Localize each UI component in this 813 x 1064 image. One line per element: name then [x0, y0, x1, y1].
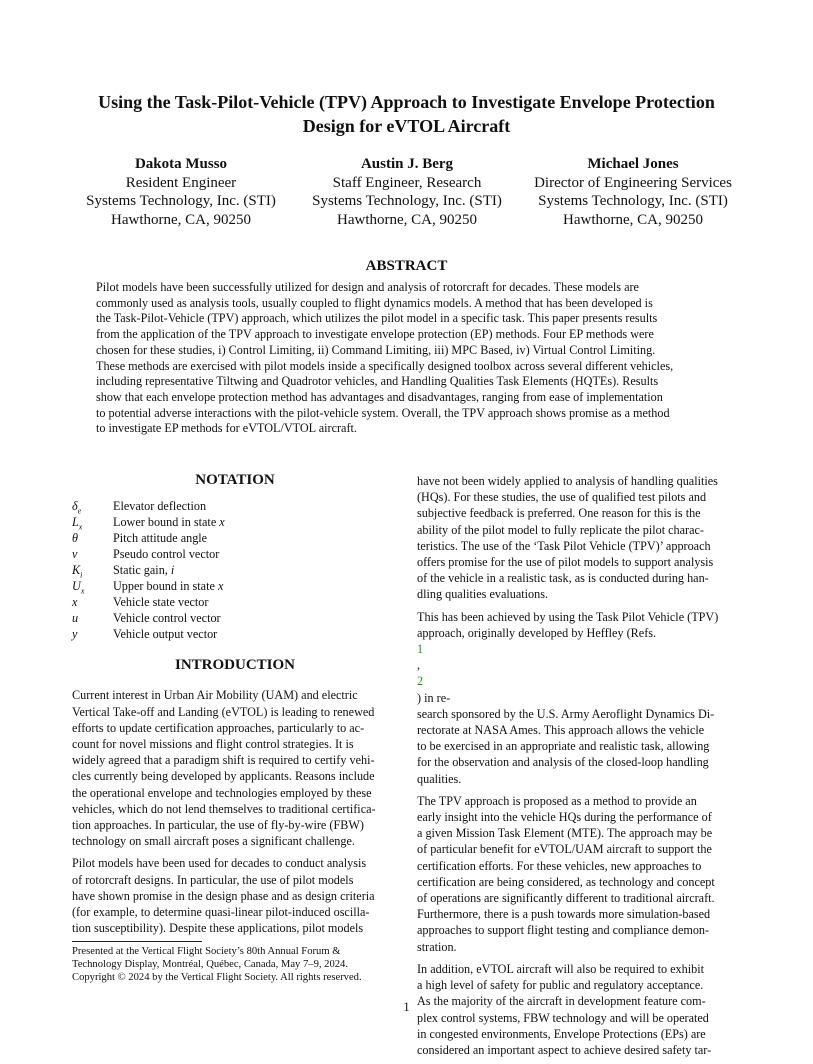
author-block — [61, 155, 301, 230]
notation-desc: Pseudo control vector — [113, 547, 220, 562]
text-line: stration. — [417, 939, 457, 954]
notation-symbol: u — [72, 611, 79, 626]
notation-row — [72, 626, 398, 642]
author-role: Director of Engineering Services — [534, 174, 732, 191]
author-block — [287, 155, 527, 230]
notation-symbol: ν — [72, 547, 78, 562]
author-address: Hawthorne, CA, 90250 — [111, 212, 251, 229]
notation-desc: Vehicle state vector — [113, 595, 209, 610]
text-line: Vertical Take-off and Landing (eVTOL) is leading to renewed — [72, 704, 375, 719]
paragraph — [417, 609, 743, 787]
text-line: teristics. The use of the ‘Task Pilot Vehicle (TPV)’ approach — [417, 538, 711, 553]
text-line: ability of the pilot model to fully replicate the pilot charac- — [417, 522, 704, 537]
author-role: Staff Engineer, Research — [332, 174, 482, 191]
footnote — [72, 945, 402, 984]
text-line: search sponsored by the U.S. Army Aeroflight Dynamics Di- — [417, 706, 715, 721]
page-number: 1 — [403, 1000, 410, 1014]
text-line: certification efforts. For these vehicles, new approaches to — [417, 858, 702, 873]
text-line: rectorate at NASA Ames. This approach allows the vehicle — [417, 723, 705, 738]
author-role: Resident Engineer — [125, 174, 237, 191]
notation-desc: Pitch attitude angle — [113, 531, 208, 546]
text-line: the operational envelope and technologies employed by these — [72, 785, 372, 800]
text-line: count for novel missions and flight control strategies. It is — [72, 737, 354, 752]
abstract-heading: ABSTRACT — [365, 258, 448, 274]
text-line: tion approaches. In particular, the use of fly-by-wire (FBW) — [72, 818, 364, 833]
notation-desc: Vehicle control vector — [113, 611, 221, 626]
notation-list — [72, 498, 398, 642]
notation-desc: Lower bound in state x — [113, 515, 225, 530]
text-line: (for example, to determine quasi-linear pilot-induced oscilla- — [72, 905, 370, 920]
text-line: efforts to update certification approaches, particularly to ac- — [72, 720, 365, 735]
text-line: This has been achieved by using the Task Pilot Vehicle (TPV) — [417, 609, 719, 624]
author-address: Hawthorne, CA, 90250 — [563, 212, 703, 229]
text-line: considered an important aspect to achieve desired safety tar- — [417, 1042, 712, 1057]
text-line: to be exercised in an appropriate and realistic task, allowing — [417, 739, 710, 754]
notation-symbol: y — [72, 627, 78, 642]
author-name: Dakota Musso — [134, 156, 228, 172]
text-line: (HQs). For these studies, the use of qualified test pilots and — [417, 490, 707, 505]
text-line: offers promise for the use of pilot models to support analysis — [417, 555, 714, 570]
text-line: qualities. — [417, 771, 462, 786]
title-line: Using the Task-Pilot-Vehicle (TPV) Approach to Investigate Envelope Protection — [98, 92, 715, 112]
text-line: of rotorcraft designs. In particular, the use of pilot models — [72, 872, 354, 887]
reference-link[interactable]: 2 — [417, 674, 424, 689]
abstract-body — [96, 280, 721, 437]
notation-desc: Static gain, i — [113, 563, 175, 578]
notation-desc: Elevator deflection — [113, 499, 207, 514]
author-block — [513, 155, 753, 230]
notation-row — [72, 610, 398, 626]
abstract-line: chosen for these studies, i) Control Limiting, ii) Command Limiting, iii) MPC Based, iv) Virtual Control Limiting. — [96, 342, 656, 357]
abstract-line: Pilot models have been successfully utilized for design and analysis of rotorcraft for decades. These models are — [96, 280, 639, 294]
introduction-heading: INTRODUCTION — [174, 657, 295, 674]
text-line: technology on small aircraft poses a significant challenge. — [72, 834, 355, 849]
text-fragment: approach, originally developed by Heffley (Refs. — [417, 625, 657, 640]
notation-row — [72, 498, 398, 514]
reference-link[interactable]: 1 — [417, 642, 424, 657]
right-column — [417, 473, 743, 1064]
abstract-line: including representative Tiltwing and Quadrotor vehicles, and Handling Qualities Task Elements (HQTEs). Results — [96, 374, 659, 389]
paragraph — [417, 793, 743, 955]
footnote-rule — [72, 941, 202, 942]
text-line: have shown promise in the design phase and as design criteria — [72, 888, 375, 903]
paragraph — [417, 473, 743, 603]
text-line: Furthermore, there is a push towards more simulation-based — [417, 907, 711, 922]
notation-symbol: $K_i$ — [72, 563, 83, 580]
paragraph — [72, 687, 398, 849]
left-column — [72, 472, 398, 942]
footnote-line: Copyright © 2024 by the Vertical Flight Society. All rights reserved. — [72, 972, 362, 983]
author-name: Michael Jones — [587, 156, 679, 172]
text-line: Pilot models have been used for decades to conduct analysis — [72, 856, 367, 871]
notation-heading: NOTATION — [195, 472, 275, 488]
text-line: certification are being considered, as technology and concept — [417, 874, 715, 889]
notation-row — [72, 514, 398, 530]
text-line: in congested environments, Envelope Protections (EPs) are — [417, 1026, 706, 1041]
text-line: approaches to support flight testing and compliance demon- — [417, 923, 710, 938]
notation-symbol: $\delta_e$ — [72, 499, 82, 516]
text-line: As the majority of the aircraft in development feature com- — [417, 994, 706, 1009]
author-org: Systems Technology, Inc. (STI) — [312, 193, 502, 210]
abstract-line: the Task-Pilot-Vehicle (TPV) approach, which utilizes the pilot model in a specific task. This paper presents results — [96, 311, 658, 326]
abstract-line: show that each envelope protection method has advantages and disadvantages, ranging from ease of implementation — [96, 389, 663, 404]
text-line: a high level of safety for public and regulatory acceptance. — [417, 978, 704, 993]
text-line: cles currently being developed by applicants. Reasons include — [72, 769, 375, 784]
text-fragment: ) in re- — [417, 690, 451, 705]
paper-title — [60, 90, 753, 138]
text-line: early insight into the vehicle HQs during the performance of — [417, 810, 712, 825]
abstract-line: from the application of the TPV approach to investigate envelope protection (EP) methods. Four EP methods were — [96, 327, 654, 342]
notation-symbol: $L_x$ — [72, 515, 83, 532]
abstract-line: to potential adverse interactions with the pilot-vehicle system. Overall, the TPV approach shows promise as a method — [96, 405, 670, 420]
notation-row — [72, 594, 398, 610]
text-line: of operations are significantly different to traditional aircraft. — [417, 891, 715, 906]
notation-row — [72, 530, 398, 546]
notation-symbol: x — [72, 595, 78, 610]
footnote-line: Presented at the Vertical Flight Society’s 80th Annual Forum & — [72, 946, 341, 957]
text-line: The TPV approach is proposed as a method to provide an — [417, 793, 697, 808]
notation-desc: Vehicle output vector — [113, 627, 218, 642]
text-line: plex control systems, FBW technology and will be operated — [417, 1010, 709, 1025]
text-line: tion susceptibility). Despite these applications, pilot models — [72, 921, 364, 936]
text-line: widely agreed that a paradigm shift is required to certify vehi- — [72, 753, 375, 768]
author-address: Hawthorne, CA, 90250 — [337, 212, 477, 229]
text-fragment: , — [417, 658, 421, 673]
text-line: dling qualities evaluations. — [417, 587, 548, 602]
text-line: for the observation and analysis of the closed-loop handling — [417, 755, 709, 770]
author-name: Austin J. Berg — [360, 156, 454, 172]
notation-row — [72, 578, 398, 594]
notation-symbol: θ — [72, 531, 78, 546]
text-line: Current interest in Urban Air Mobility (UAM) and electric — [72, 688, 358, 703]
text-line: of the vehicle in a realistic task, as is conducted during han- — [417, 571, 709, 586]
title-line: Design for eVTOL Aircraft — [302, 116, 511, 136]
author-org: Systems Technology, Inc. (STI) — [86, 193, 276, 210]
author-org: Systems Technology, Inc. (STI) — [538, 193, 728, 210]
text-line — [417, 625, 743, 706]
abstract-line: commonly used as analysis tools, usually coupled to flight dynamics models. A method that has been developed is — [96, 295, 653, 310]
abstract-line: to investigate EP methods for eVTOL/VTOL aircraft. — [96, 421, 357, 436]
paragraph — [72, 855, 398, 936]
notation-desc: Upper bound in state x — [113, 579, 224, 594]
notation-row — [72, 562, 398, 578]
abstract-line: These methods are exercised with pilot models inside a specifically designed toolbox across several different vehicles, — [96, 358, 674, 373]
notation-row — [72, 546, 398, 562]
text-line: of particular benefit for eVTOL/UAM aircraft to support the — [417, 842, 712, 857]
text-line: subjective feedback is preferred. One reason for this is the — [417, 506, 701, 521]
text-line: vehicles, which do not lend themselves to traditional certifica- — [72, 801, 376, 816]
footnote-line: Technology Display, Montréal, Québec, Canada, May 7–9, 2024. — [72, 959, 349, 970]
text-line: a given Mission Task Element (MTE). The approach may be — [417, 826, 713, 841]
text-line: have not been widely applied to analysis of handling qualities — [417, 474, 718, 488]
text-line: In addition, eVTOL aircraft will also be required to exhibit — [417, 961, 704, 976]
notation-symbol: $U_x$ — [72, 579, 85, 596]
